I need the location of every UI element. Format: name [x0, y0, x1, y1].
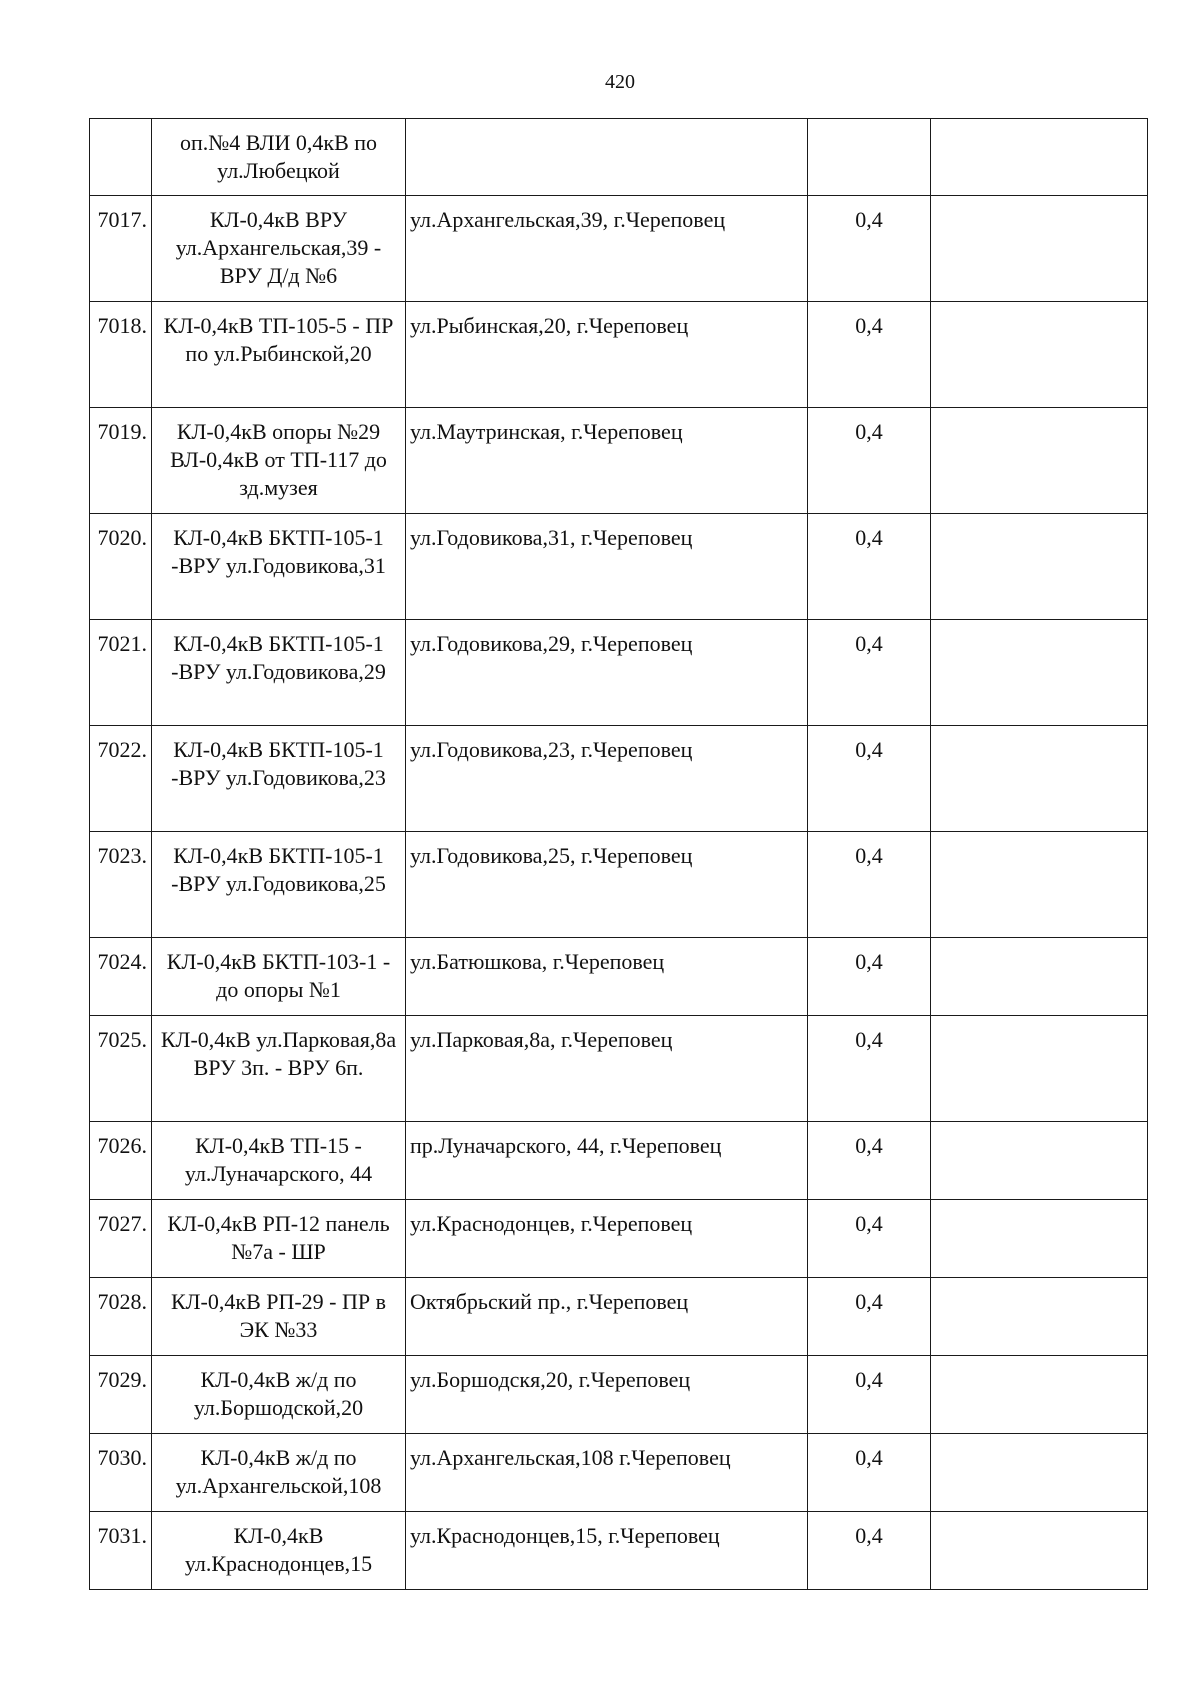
object-address: [406, 119, 808, 196]
row-number: 7030.: [90, 1434, 152, 1512]
table-row: [90, 119, 1148, 196]
row-number: 7024.: [90, 938, 152, 1016]
object-name: КЛ-0,4кВ РП-29 - ПР в ЭК №33: [152, 1278, 406, 1356]
voltage-value: 0,4: [808, 514, 931, 620]
extra-cell: [931, 1122, 1148, 1200]
voltage-value: 0,4: [808, 1200, 931, 1278]
object-address: ул.Годовикова,25, г.Череповец: [406, 832, 808, 938]
object-name: КЛ-0,4кВ БКТП-105-1 -ВРУ ул.Годовикова,29: [152, 620, 406, 726]
extra-cell: [931, 196, 1148, 302]
object-address: Октябрьский пр., г.Череповец: [406, 1278, 808, 1356]
row-number: 7022.: [90, 726, 152, 832]
row-number: 7028.: [90, 1278, 152, 1356]
table-row: [90, 1356, 1148, 1434]
object-name: оп.№4 ВЛИ 0,4кВ по ул.Любецкой: [152, 119, 406, 196]
object-address: ул.Краснодонцев, г.Череповец: [406, 1200, 808, 1278]
object-name: КЛ-0,4кВ РП-12 панель №7а - ШР: [152, 1200, 406, 1278]
table-row: [90, 196, 1148, 302]
registry-table-body: [90, 119, 1148, 1590]
row-number: 7019.: [90, 408, 152, 514]
voltage-value: 0,4: [808, 620, 931, 726]
row-number: 7018.: [90, 302, 152, 408]
voltage-value: 0,4: [808, 832, 931, 938]
object-address: ул.Парковая,8а, г.Череповец: [406, 1016, 808, 1122]
voltage-value: 0,4: [808, 938, 931, 1016]
object-name: КЛ-0,4кВ ул.Краснодонцев,15: [152, 1512, 406, 1590]
voltage-value: 0,4: [808, 302, 931, 408]
extra-cell: [931, 302, 1148, 408]
object-name: КЛ-0,4кВ ж/д по ул.Боршодской,20: [152, 1356, 406, 1434]
object-name: КЛ-0,4кВ БКТП-103-1 - до опоры №1: [152, 938, 406, 1016]
row-number: 7027.: [90, 1200, 152, 1278]
object-address: ул.Боршодскя,20, г.Череповец: [406, 1356, 808, 1434]
object-name: КЛ-0,4кВ ВРУ ул.Архангельская,39 - ВРУ Д/д №6: [152, 196, 406, 302]
row-number: 7023.: [90, 832, 152, 938]
voltage-value: 0,4: [808, 726, 931, 832]
voltage-value: [808, 119, 931, 196]
voltage-value: 0,4: [808, 408, 931, 514]
table-row: [90, 1512, 1148, 1590]
object-name: КЛ-0,4кВ ж/д по ул.Архангельской,108: [152, 1434, 406, 1512]
table-row: [90, 1122, 1148, 1200]
object-address: ул.Годовикова,29, г.Череповец: [406, 620, 808, 726]
object-name: КЛ-0,4кВ БКТП-105-1 -ВРУ ул.Годовикова,25: [152, 832, 406, 938]
voltage-value: 0,4: [808, 1356, 931, 1434]
row-number: 7020.: [90, 514, 152, 620]
extra-cell: [931, 938, 1148, 1016]
voltage-value: 0,4: [808, 1278, 931, 1356]
table-row: [90, 514, 1148, 620]
extra-cell: [931, 620, 1148, 726]
table-row: [90, 1200, 1148, 1278]
extra-cell: [931, 1278, 1148, 1356]
table-row: [90, 1016, 1148, 1122]
object-address: пр.Луначарского, 44, г.Череповец: [406, 1122, 808, 1200]
row-number: 7026.: [90, 1122, 152, 1200]
row-number: [90, 119, 152, 196]
table-row: [90, 1278, 1148, 1356]
voltage-value: 0,4: [808, 1122, 931, 1200]
voltage-value: 0,4: [808, 196, 931, 302]
object-name: КЛ-0,4кВ опоры №29 ВЛ-0,4кВ от ТП-117 до зд.музея: [152, 408, 406, 514]
object-address: ул.Годовикова,31, г.Череповец: [406, 514, 808, 620]
table-row: [90, 1434, 1148, 1512]
table-row: [90, 302, 1148, 408]
object-name: КЛ-0,4кВ ТП-105-5 - ПР по ул.Рыбинской,20: [152, 302, 406, 408]
object-address: ул.Архангельская,108 г.Череповец: [406, 1434, 808, 1512]
row-number: 7029.: [90, 1356, 152, 1434]
object-name: КЛ-0,4кВ БКТП-105-1 -ВРУ ул.Годовикова,23: [152, 726, 406, 832]
row-number: 7031.: [90, 1512, 152, 1590]
object-name: КЛ-0,4кВ ТП-15 - ул.Луначарского, 44: [152, 1122, 406, 1200]
object-address: ул.Батюшкова, г.Череповец: [406, 938, 808, 1016]
extra-cell: [931, 119, 1148, 196]
extra-cell: [931, 1356, 1148, 1434]
page-number: 420: [605, 71, 635, 93]
table-row: [90, 620, 1148, 726]
registry-table: [89, 118, 1148, 1590]
voltage-value: 0,4: [808, 1434, 931, 1512]
extra-cell: [931, 1200, 1148, 1278]
table-row: [90, 408, 1148, 514]
voltage-value: 0,4: [808, 1016, 931, 1122]
extra-cell: [931, 514, 1148, 620]
object-address: ул.Архангельская,39, г.Череповец: [406, 196, 808, 302]
extra-cell: [931, 832, 1148, 938]
extra-cell: [931, 726, 1148, 832]
table-row: [90, 832, 1148, 938]
object-address: ул.Краснодонцев,15, г.Череповец: [406, 1512, 808, 1590]
row-number: 7021.: [90, 620, 152, 726]
extra-cell: [931, 1434, 1148, 1512]
table-row: [90, 726, 1148, 832]
extra-cell: [931, 1016, 1148, 1122]
extra-cell: [931, 408, 1148, 514]
object-address: ул.Годовикова,23, г.Череповец: [406, 726, 808, 832]
row-number: 7017.: [90, 196, 152, 302]
object-name: КЛ-0,4кВ ул.Парковая,8а ВРУ 3п. - ВРУ 6п.: [152, 1016, 406, 1122]
extra-cell: [931, 1512, 1148, 1590]
object-address: ул.Рыбинская,20, г.Череповец: [406, 302, 808, 408]
object-name: КЛ-0,4кВ БКТП-105-1 -ВРУ ул.Годовикова,31: [152, 514, 406, 620]
table-row: [90, 938, 1148, 1016]
voltage-value: 0,4: [808, 1512, 931, 1590]
object-address: ул.Маутринская, г.Череповец: [406, 408, 808, 514]
row-number: 7025.: [90, 1016, 152, 1122]
